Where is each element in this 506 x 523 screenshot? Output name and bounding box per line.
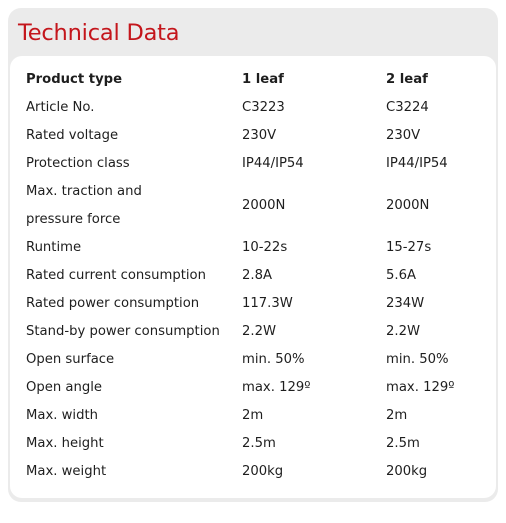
technical-data-panel: [8, 8, 498, 502]
row-value-1-leaf: C3223: [242, 100, 285, 115]
table-row: [26, 234, 486, 262]
row-value-1-leaf: min. 50%: [242, 352, 305, 367]
row-label: Max. width: [26, 408, 98, 423]
row-value-1-leaf: IP44/IP54: [242, 156, 304, 171]
row-value-2-leaf: 2000N: [386, 198, 430, 213]
header-col-1-leaf: 1 leaf: [242, 72, 284, 87]
table-row: [26, 402, 486, 430]
table-row: [26, 150, 486, 178]
row-label: Rated power consumption: [26, 296, 200, 311]
panel-title: Technical Data: [18, 20, 180, 46]
row-value-2-leaf: 230V: [386, 128, 421, 143]
specs-table: [26, 66, 486, 486]
row-value-2-leaf: 234W: [386, 296, 425, 311]
row-value-2-leaf: min. 50%: [386, 352, 449, 367]
row-value-1-leaf: 2.8A: [242, 268, 272, 283]
row-value-2-leaf: C3224: [386, 100, 429, 115]
row-label: Max. height: [26, 436, 104, 451]
row-label: Runtime: [26, 240, 82, 255]
row-value-1-leaf: 2.2W: [242, 324, 277, 339]
table-row: [26, 374, 486, 402]
row-label-line-1: Max. traction and: [26, 184, 142, 199]
table-row: [26, 290, 486, 318]
table-row: [26, 318, 486, 346]
table-row: [26, 346, 486, 374]
row-value-2-leaf: IP44/IP54: [386, 156, 448, 171]
row-label: Stand-by power consumption: [26, 324, 220, 339]
header-col-2-leaf: 2 leaf: [386, 72, 428, 87]
table-row: [26, 262, 486, 290]
table-header-row: [26, 66, 486, 94]
header-label: Product type: [26, 72, 123, 87]
row-value-2-leaf: 2.5m: [386, 436, 420, 451]
row-value-2-leaf: 15-27s: [386, 240, 432, 255]
row-label: Article No.: [26, 100, 95, 115]
table-row: [26, 122, 486, 150]
row-label: Max. weight: [26, 464, 107, 479]
table-row: [26, 94, 486, 122]
row-label: Open surface: [26, 352, 115, 367]
specs-card: [10, 56, 496, 498]
row-label: Rated voltage: [26, 128, 119, 143]
row-value-1-leaf: 10-22s: [242, 240, 288, 255]
row-value-2-leaf: 2m: [386, 408, 408, 423]
row-label-line-2: pressure force: [26, 212, 121, 227]
row-value-2-leaf: 200kg: [386, 464, 428, 479]
table-row: [26, 458, 486, 486]
row-value-1-leaf: 2000N: [242, 198, 286, 213]
row-value-1-leaf: 117.3W: [242, 296, 293, 311]
row-label-multiline: [26, 178, 242, 234]
row-value-1-leaf: 200kg: [242, 464, 284, 479]
row-value-1-leaf: 2.5m: [242, 436, 276, 451]
row-value-2-leaf: 5.6A: [386, 268, 416, 283]
table-row: [26, 430, 486, 458]
row-label: Rated current consumption: [26, 268, 206, 283]
row-value-2-leaf: max. 129º: [386, 380, 455, 395]
row-value-1-leaf: 230V: [242, 128, 277, 143]
table-row: [26, 178, 486, 234]
row-value-1-leaf: max. 129º: [242, 380, 311, 395]
row-label: Open angle: [26, 380, 103, 395]
row-label: Protection class: [26, 156, 130, 171]
row-value-1-leaf: 2m: [242, 408, 264, 423]
row-value-2-leaf: 2.2W: [386, 324, 421, 339]
